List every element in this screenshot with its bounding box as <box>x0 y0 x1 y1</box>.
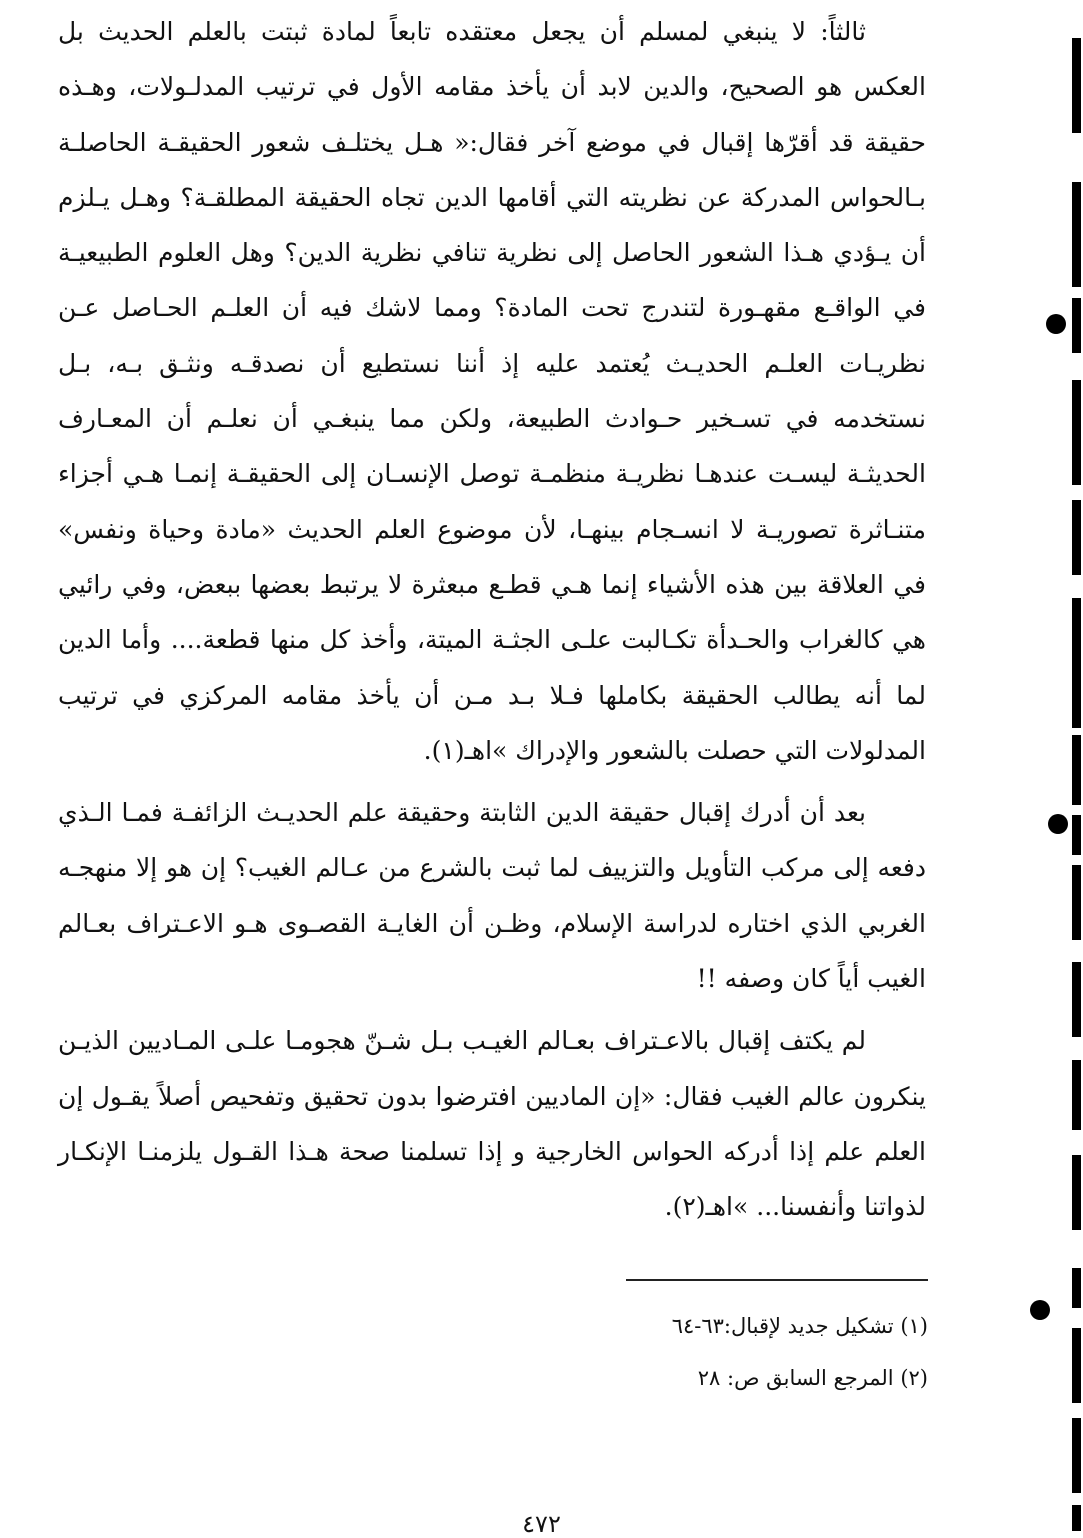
footnote-2: (٢) المرجع السابق ص: ٢٨ <box>697 1366 928 1390</box>
edge-mark <box>1072 1418 1081 1493</box>
edge-dot <box>1048 814 1068 834</box>
edge-mark <box>1072 962 1081 1037</box>
edge-mark <box>1072 298 1081 353</box>
edge-mark <box>1072 1155 1081 1230</box>
edge-dot <box>1046 314 1066 334</box>
page-number: ٤٧٢ <box>522 1510 561 1538</box>
body-text <box>58 4 926 1235</box>
edge-mark <box>1072 598 1081 728</box>
edge-mark <box>1072 735 1081 805</box>
edge-mark <box>1072 38 1081 133</box>
edge-dot <box>1030 1300 1050 1320</box>
paragraph-1: ثالثاً: لا ينبغي لمسلم أن يجعل معتقده تابعاً لمادة ثبتت بالعلم الحديث بل العكس هو الصحيح، والدين لابد أن يأخذ مقامه الأول في ترتيب المدلـولات، وهـذه حقيقة قد أقرّها إقبال في موضع آخر فقال:« هـل يختلـف شعور الحقيقـة الحاصلـة بـالحواس المدركة عن نظريته التي أقامها الدين تجاه الحقيقة المطلقـة؟ وهـل يـلزم أن يـؤدي هـذا الشعور الحاصل إلى نظرية تنافي نظرية الدين؟ وهل العلوم الطبيعيـة في الواقـع مقهـورة لتندرج تحت المادة؟ ومما لاشك فيه أن العلـم الحـاصل عـن نظريـات العلـم الحديـث يُعتمد عليه إذ أننا نستطيع أن نصدقـه ونثـق بـه، بـل نستخدمه في تسـخير حـوادث الطبيعة، ولكن مما ينبغـي أن نعلـم أن المعـارف الحديثـة ليسـت عندهـا نظريـة منظمـة توصل الإنسـان إلى الحقيقـة إنمـا هـي أجزاء متنـاثرة تصوريـة لا انسـجام بينهـا، لأن موضوع العلم الحديث «مادة وحياة ونفس» في العلاقة بين هذه الأشياء إنما هـي قطـع مبعثرة لا يرتبط بعضها ببعض، وفي رائيي هي كالغراب والحـدأة تكـالبت علـى الجثـة الميتة، وأخذ كل منها قطعة.... وأما الدين لما أنه يطالب الحقيقة بكاملها فـلا بـد مـن أن يأخذ مقامه المركزي في ترتيب المدلولات التي حصلت بالشعور والإدراك »اهـ(١). <box>58 17 926 765</box>
footnote-1: (١) تشكيل جديد لإقبال:٦٣-٦٤ <box>671 1314 928 1338</box>
paragraph-2: بعد أن أدرك إقبال حقيقة الدين الثابتة وحقيقة علم الحديـث الزائفـة فمـا الـذي دفعه إلى مركب التأويل والتزييف لما ثبت بالشرع من عـالم الغيب؟ إن هو إلا منهجـه الغربي الذي اختاره لدراسة الإسلام، وظـن أن الغايـة القصـوى هـو الاعـتراف بعـالم الغيب أياً كان وصفه !! <box>58 798 926 994</box>
edge-mark <box>1072 1060 1081 1130</box>
edge-mark <box>1072 380 1081 485</box>
paragraph-3: لم يكتف إقبال بالاعـتراف بعـالم الغيـب بـل شـنّ هجومـا علـى المـاديين الذيـن ينكرون عالم الغيب فقال: «إن الماديين افترضوا بدون تحقيق وتفحيص أصلاً يقـول إن العلم علم إذا أدركه الحواس الخارجية و إذا تسلمنا صحة هـذا القـول يلزمنـا الإنكـار لذواتنا وأنفسنا... »اهـ(٢). <box>58 1026 926 1222</box>
footnotes <box>560 1300 928 1404</box>
edge-mark <box>1072 1268 1081 1308</box>
edge-mark <box>1072 500 1081 575</box>
edge-mark <box>1072 865 1081 940</box>
edge-mark <box>1072 815 1081 855</box>
footnote-separator <box>626 1279 928 1281</box>
edge-mark <box>1072 1505 1081 1531</box>
edge-mark <box>1072 182 1081 287</box>
edge-mark <box>1072 1328 1081 1403</box>
